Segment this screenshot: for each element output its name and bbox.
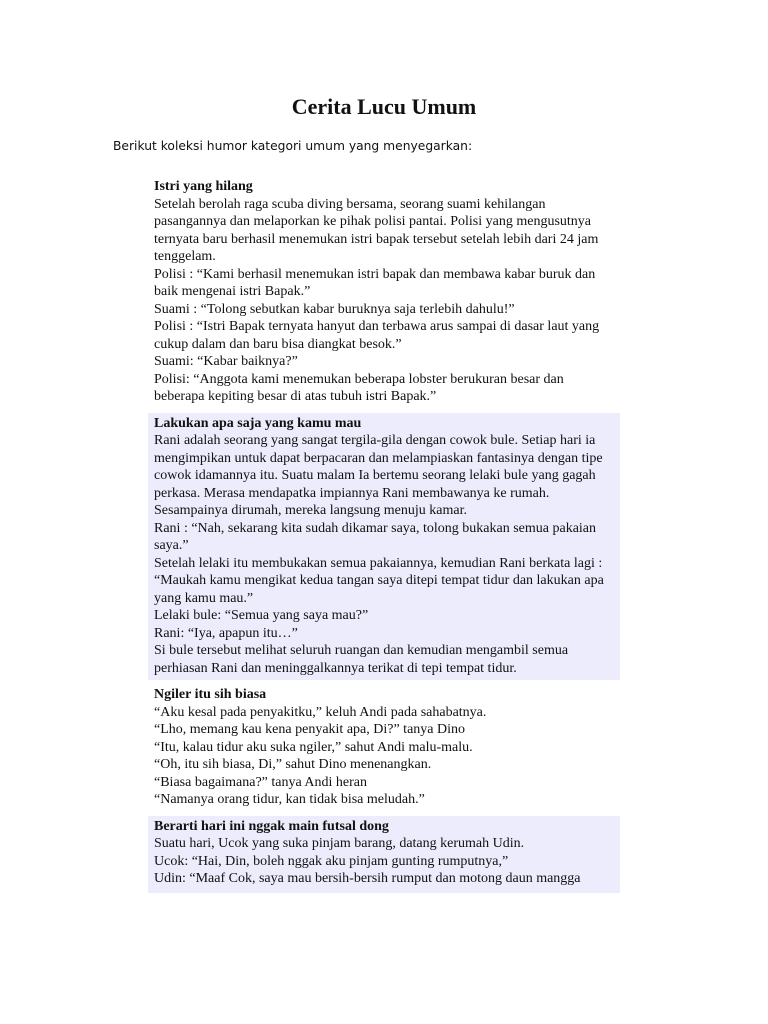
story-paragraph: Setelah berolah raga scuba diving bersama, seorang suami kehilangan pasangannya dan melaporkan ke pihak polisi pantai. Polisi yang mengusutnya ternyata baru berhasil menemukan istri bapak tersebut setelah lebih dari 24 jam tenggelam. <box>154 196 602 264</box>
story-paragraph: “Aku kesal pada penyakitku,” keluh Andi pada sahabatnya. <box>154 704 487 720</box>
story-paragraph: Si bule tersebut melihat seluruh ruangan dan kemudian mengambil semua perhiasan Rani dan meninggalkannya terikat di tepi tempat tidur. <box>154 643 572 676</box>
story-paragraph: Suatu hari, Ucok yang suka pinjam barang, datang kerumah Udin. <box>154 836 525 851</box>
story-paragraph: Setelah lelaki itu membukakan semua pakaiannya, kemudian Rani berkata lagi : “Maukah kamu mengikat kedua tangan saya ditepi tempat tidur dan lakukan apa yang kamu mau.” <box>154 555 608 606</box>
story-title: Ngiler itu sih biasa <box>154 687 267 702</box>
story-paragraph: Polisi : “Istri Bapak ternyata hanyut dan terbawa arus sampai di dasar laut yang cukup dalam dan baru bisa diangkat besok.” <box>154 319 603 352</box>
story-paragraph: Suami: “Kabar baiknya?” <box>154 354 298 369</box>
intro-text: Berikut koleksi humor kategori umum yang menyegarkan: <box>113 139 473 153</box>
story-item <box>148 176 620 409</box>
story-list <box>148 176 620 897</box>
story-paragraph: Polisi: “Anggota kami menemukan beberapa lobster berukuran besar dan beberapa kepiting besar di atas tubuh istri Bapak.” <box>154 371 568 404</box>
story-title: Lakukan apa saja yang kamu mau <box>154 415 362 431</box>
story-paragraph: Rani : “Nah, sekarang kita sudah dikamar saya, tolong bukakan semua pakaian saya.” <box>154 520 600 553</box>
story-title: Istri yang hilang <box>154 179 253 194</box>
story-item <box>148 413 620 681</box>
story-paragraph: “Oh, itu sih biasa, Di,” sahut Dino menenangkan. <box>154 757 432 772</box>
story-item <box>148 684 620 812</box>
story-paragraph: Udin: “Maaf Cok, saya mau bersih-bersih rumput dan motong daun mangga <box>154 871 581 886</box>
story-title: Berarti hari ini nggak main futsal dong <box>154 818 389 834</box>
story-paragraph: “Namanya orang tidur, kan tidak bisa meludah.” <box>154 792 425 807</box>
story-paragraph: Suami : “Tolong sebutkan kabar buruknya saja terlebih dahulu!” <box>154 301 515 317</box>
story-paragraph: Lelaki bule: “Semua yang saya mau?” <box>154 608 369 623</box>
story-paragraph: “Itu, kalau tidur aku suka ngiler,” sahut Andi malu-malu. <box>154 739 473 755</box>
story-paragraph: “Biasa bagaimana?” tanya Andi heran <box>154 774 368 790</box>
story-paragraph: “Lho, memang kau kena penyakit apa, Di?” tanya Dino <box>154 722 465 737</box>
story-paragraph: Rani: “Iya, apapun itu…” <box>154 625 298 641</box>
story-item <box>148 816 620 893</box>
story-paragraph: Polisi : “Kami berhasil menemukan istri bapak dan membawa kabar buruk dan baik mengenai istri Bapak.” <box>154 266 599 299</box>
story-paragraph: Rani adalah seorang yang sangat tergila-gila dengan cowok bule. Setiap hari ia mengimpikan untuk dapat berpacaran dan melampiaskan fantasinya dengan tipe cowok idamannya itu. Suatu malam Ia bertemu seorang lelaki bule yang gagah perkasa. Merasa mendapatka impiannya Rani membawanya ke rumah. Sesampainya dirumah, mereka langsung menuju kamar. <box>154 433 607 518</box>
story-paragraph: Ucok: “Hai, Din, boleh nggak aku pinjam gunting rumputnya,” <box>154 853 509 869</box>
page-title: Cerita Lucu Umum <box>291 94 477 119</box>
